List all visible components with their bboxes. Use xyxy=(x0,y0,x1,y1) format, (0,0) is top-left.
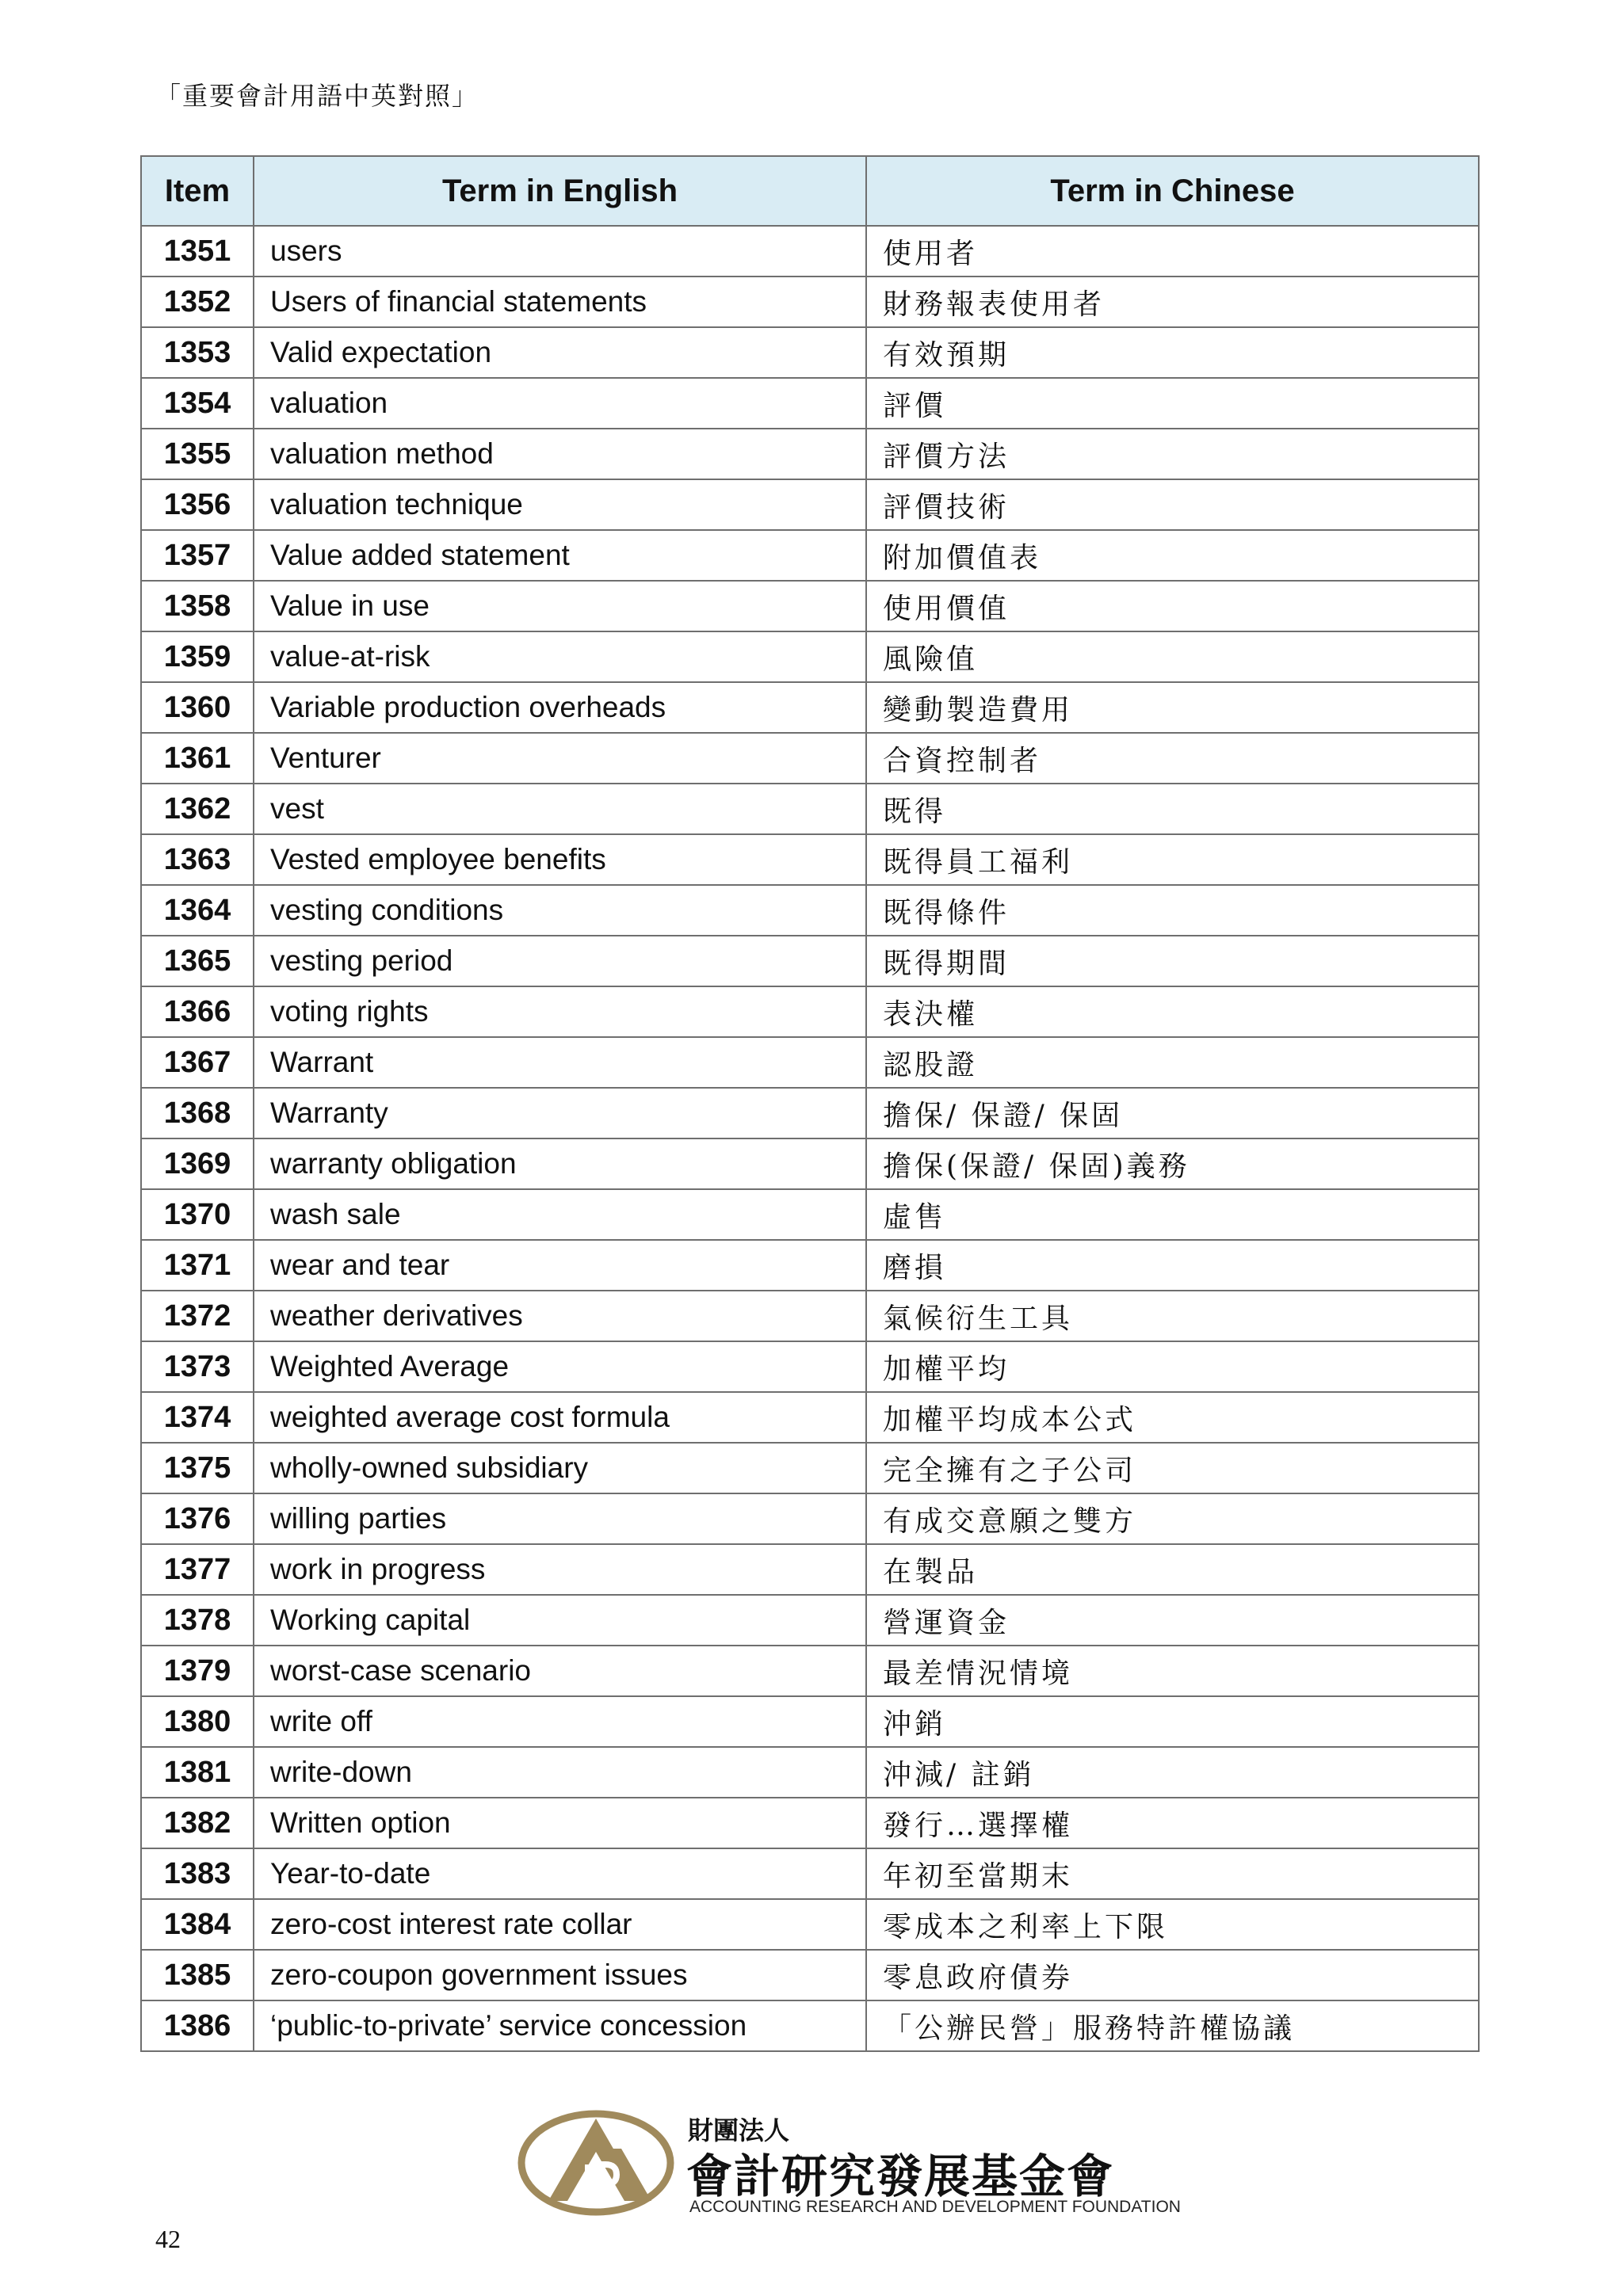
english-term-cell: Warranty xyxy=(254,1088,866,1138)
table-row xyxy=(141,986,1479,1037)
table-row xyxy=(141,733,1479,784)
chinese-term-cell: 認股證 xyxy=(866,1037,1479,1088)
chinese-term-cell: 在製品 xyxy=(866,1544,1479,1595)
table-row xyxy=(141,1138,1479,1189)
chinese-term-cell: 評價 xyxy=(866,378,1479,429)
english-term-cell: Vested employee benefits xyxy=(254,834,866,885)
english-term-cell: users xyxy=(254,226,866,277)
table-row xyxy=(141,1189,1479,1240)
chinese-term-cell: 評價方法 xyxy=(866,429,1479,479)
page-number: 42 xyxy=(155,2225,181,2253)
table-row xyxy=(141,631,1479,682)
english-term-cell: weighted average cost formula xyxy=(254,1392,866,1443)
chinese-term-cell: 「公辦民營」服務特許權協議 xyxy=(866,2000,1479,2051)
item-number-cell: 1353 xyxy=(141,327,254,378)
item-number-cell: 1370 xyxy=(141,1189,254,1240)
table-header-row xyxy=(141,156,1479,226)
chinese-term-cell: 零息政府債券 xyxy=(866,1950,1479,2000)
chinese-term-cell: 擔保(保證/ 保固)義務 xyxy=(866,1138,1479,1189)
item-number-cell: 1358 xyxy=(141,581,254,631)
table-row xyxy=(141,581,1479,631)
table-row xyxy=(141,1088,1479,1138)
chinese-term-cell: 完全擁有之子公司 xyxy=(866,1443,1479,1493)
column-header-english: Term in English xyxy=(254,156,866,226)
english-term-cell: work in progress xyxy=(254,1544,866,1595)
chinese-term-cell: 加權平均 xyxy=(866,1341,1479,1392)
chinese-term-cell: 既得條件 xyxy=(866,885,1479,936)
item-number-cell: 1352 xyxy=(141,277,254,327)
item-number-cell: 1377 xyxy=(141,1544,254,1595)
chinese-term-cell: 營運資金 xyxy=(866,1595,1479,1646)
item-number-cell: 1372 xyxy=(141,1291,254,1341)
item-number-cell: 1354 xyxy=(141,378,254,429)
item-number-cell: 1381 xyxy=(141,1747,254,1798)
item-number-cell: 1351 xyxy=(141,226,254,277)
item-number-cell: 1371 xyxy=(141,1240,254,1291)
table-row xyxy=(141,784,1479,834)
glossary-table xyxy=(140,155,1480,2052)
english-term-cell: worst-case scenario xyxy=(254,1646,866,1696)
chinese-term-cell: 年初至當期末 xyxy=(866,1848,1479,1899)
table-row xyxy=(141,1646,1479,1696)
chinese-term-cell: 加權平均成本公式 xyxy=(866,1392,1479,1443)
english-term-cell: write-down xyxy=(254,1747,866,1798)
chinese-term-cell: 既得期間 xyxy=(866,936,1479,986)
table-row xyxy=(141,479,1479,530)
item-number-cell: 1365 xyxy=(141,936,254,986)
column-header-chinese: Term in Chinese xyxy=(866,156,1479,226)
item-number-cell: 1382 xyxy=(141,1798,254,1848)
table-row xyxy=(141,2000,1479,2051)
item-number-cell: 1364 xyxy=(141,885,254,936)
table-row xyxy=(141,1798,1479,1848)
english-term-cell: Value added statement xyxy=(254,530,866,581)
table-row xyxy=(141,1037,1479,1088)
item-number-cell: 1374 xyxy=(141,1392,254,1443)
chinese-term-cell: 既得 xyxy=(866,784,1479,834)
item-number-cell: 1384 xyxy=(141,1899,254,1950)
english-term-cell: Weighted Average xyxy=(254,1341,866,1392)
item-number-cell: 1376 xyxy=(141,1493,254,1544)
item-number-cell: 1356 xyxy=(141,479,254,530)
table-row xyxy=(141,1341,1479,1392)
chinese-term-cell: 零成本之利率上下限 xyxy=(866,1899,1479,1950)
logo-text-name: 會計研究發展基金會 xyxy=(686,2149,1115,2203)
chinese-term-cell: 發行…選擇權 xyxy=(866,1798,1479,1848)
english-term-cell: wash sale xyxy=(254,1189,866,1240)
english-term-cell: ‘public-to-private’ service concession xyxy=(254,2000,866,2051)
table-row xyxy=(141,429,1479,479)
table-row xyxy=(141,226,1479,277)
english-term-cell: write off xyxy=(254,1696,866,1747)
running-header: 「重要會計用語中英對照」 xyxy=(155,81,479,111)
item-number-cell: 1383 xyxy=(141,1848,254,1899)
english-term-cell: Valid expectation xyxy=(254,327,866,378)
chinese-term-cell: 變動製造費用 xyxy=(866,682,1479,733)
item-number-cell: 1359 xyxy=(141,631,254,682)
english-term-cell: zero-cost interest rate collar xyxy=(254,1899,866,1950)
table-row xyxy=(141,530,1479,581)
table-row xyxy=(141,1493,1479,1544)
chinese-term-cell: 沖銷 xyxy=(866,1696,1479,1747)
item-number-cell: 1380 xyxy=(141,1696,254,1747)
table-header xyxy=(141,156,1479,226)
column-header-item: Item xyxy=(141,156,254,226)
english-term-cell: value-at-risk xyxy=(254,631,866,682)
english-term-cell: willing parties xyxy=(254,1493,866,1544)
english-term-cell: vesting conditions xyxy=(254,885,866,936)
table-row xyxy=(141,1696,1479,1747)
table-row xyxy=(141,834,1479,885)
chinese-term-cell: 評價技術 xyxy=(866,479,1479,530)
chinese-term-cell: 最差情況情境 xyxy=(866,1646,1479,1696)
english-term-cell: wholly-owned subsidiary xyxy=(254,1443,866,1493)
item-number-cell: 1361 xyxy=(141,733,254,784)
item-number-cell: 1378 xyxy=(141,1595,254,1646)
table-row xyxy=(141,1950,1479,2000)
chinese-term-cell: 有成交意願之雙方 xyxy=(866,1493,1479,1544)
table-row xyxy=(141,1899,1479,1950)
item-number-cell: 1386 xyxy=(141,2000,254,2051)
chinese-term-cell: 既得員工福利 xyxy=(866,834,1479,885)
item-number-cell: 1360 xyxy=(141,682,254,733)
chinese-term-cell: 虛售 xyxy=(866,1189,1479,1240)
english-term-cell: Variable production overheads xyxy=(254,682,866,733)
table-row xyxy=(141,277,1479,327)
english-term-cell: vest xyxy=(254,784,866,834)
english-term-cell: Venturer xyxy=(254,733,866,784)
english-term-cell: vesting period xyxy=(254,936,866,986)
english-term-cell: Users of financial statements xyxy=(254,277,866,327)
foundation-logo xyxy=(517,2107,1181,2218)
english-term-cell: zero-coupon government issues xyxy=(254,1950,866,2000)
item-number-cell: 1366 xyxy=(141,986,254,1037)
chinese-term-cell: 磨損 xyxy=(866,1240,1479,1291)
english-term-cell: wear and tear xyxy=(254,1240,866,1291)
item-number-cell: 1355 xyxy=(141,429,254,479)
english-term-cell: valuation method xyxy=(254,429,866,479)
english-term-cell: Written option xyxy=(254,1798,866,1848)
english-term-cell: Working capital xyxy=(254,1595,866,1646)
chinese-term-cell: 氣候衍生工具 xyxy=(866,1291,1479,1341)
table-row xyxy=(141,1544,1479,1595)
table-row xyxy=(141,1747,1479,1798)
chinese-term-cell: 使用者 xyxy=(866,226,1479,277)
chinese-term-cell: 合資控制者 xyxy=(866,733,1479,784)
table-body xyxy=(141,226,1479,2051)
chinese-term-cell: 財務報表使用者 xyxy=(866,277,1479,327)
item-number-cell: 1357 xyxy=(141,530,254,581)
table-row xyxy=(141,1595,1479,1646)
english-term-cell: Warrant xyxy=(254,1037,866,1088)
chinese-term-cell: 風險值 xyxy=(866,631,1479,682)
table-row xyxy=(141,1392,1479,1443)
english-term-cell: warranty obligation xyxy=(254,1138,866,1189)
item-number-cell: 1385 xyxy=(141,1950,254,2000)
item-number-cell: 1373 xyxy=(141,1341,254,1392)
english-term-cell: Value in use xyxy=(254,581,866,631)
english-term-cell: valuation xyxy=(254,378,866,429)
logo-text-english: ACCOUNTING RESEARCH AND DEVELOPMENT FOUNDATION xyxy=(689,2198,1181,2216)
chinese-term-cell: 擔保/ 保證/ 保固 xyxy=(866,1088,1479,1138)
table-row xyxy=(141,682,1479,733)
english-term-cell: weather derivatives xyxy=(254,1291,866,1341)
item-number-cell: 1363 xyxy=(141,834,254,885)
table-row xyxy=(141,327,1479,378)
table-row xyxy=(141,1291,1479,1341)
table-row xyxy=(141,1443,1479,1493)
chinese-term-cell: 附加價值表 xyxy=(866,530,1479,581)
item-number-cell: 1375 xyxy=(141,1443,254,1493)
chinese-term-cell: 使用價值 xyxy=(866,581,1479,631)
english-term-cell: voting rights xyxy=(254,986,866,1037)
item-number-cell: 1368 xyxy=(141,1088,254,1138)
chinese-term-cell: 有效預期 xyxy=(866,327,1479,378)
chinese-term-cell: 沖減/ 註銷 xyxy=(866,1747,1479,1798)
foundation-logo-icon xyxy=(517,2107,675,2218)
item-number-cell: 1362 xyxy=(141,784,254,834)
english-term-cell: valuation technique xyxy=(254,479,866,530)
table-row xyxy=(141,1240,1479,1291)
item-number-cell: 1379 xyxy=(141,1646,254,1696)
english-term-cell: Year-to-date xyxy=(254,1848,866,1899)
table-row xyxy=(141,936,1479,986)
logo-text-small: 財團法人 xyxy=(688,2115,790,2145)
table-row xyxy=(141,885,1479,936)
item-number-cell: 1367 xyxy=(141,1037,254,1088)
table-row xyxy=(141,1848,1479,1899)
chinese-term-cell: 表決權 xyxy=(866,986,1479,1037)
table-row xyxy=(141,378,1479,429)
item-number-cell: 1369 xyxy=(141,1138,254,1189)
